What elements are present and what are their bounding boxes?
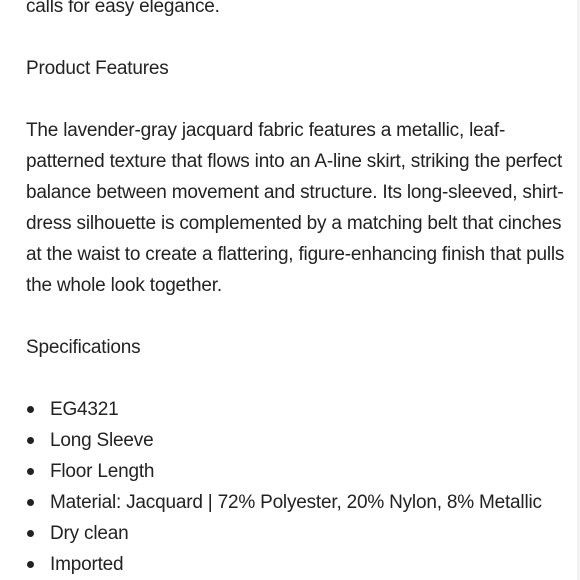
intro-tail-text: calls for easy elegance. <box>26 0 220 17</box>
features-line: balance between movement and structure. Its long-sleeved, shirt- <box>26 182 564 203</box>
features-heading: Product Features <box>26 58 169 79</box>
spec-item-length: Floor Length <box>26 456 556 487</box>
features-line: dress silhouette is complemented by a matching belt that cinches <box>26 213 562 234</box>
features-line: at the waist to create a flattering, figure-enhancing finish that pulls <box>26 244 565 265</box>
specifications-heading: Specifications <box>26 337 141 358</box>
spacer <box>26 84 556 115</box>
spec-item-material: Material: Jacquard | 72% Polyester, 20% Nylon, 8% Metallic <box>26 487 556 518</box>
specifications-list <box>26 394 556 580</box>
spacer <box>26 22 556 53</box>
features-line: patterned texture that flows into an A-line skirt, striking the perfect <box>26 151 563 172</box>
spacer <box>26 363 556 394</box>
features-line: The lavender-gray jacquard fabric features a metallic, leaf- <box>26 120 506 141</box>
spec-item-origin: Imported <box>26 549 556 580</box>
spec-item-sleeve: Long Sleeve <box>26 425 556 456</box>
spacer <box>26 301 556 332</box>
features-line: the whole look together. <box>26 275 222 296</box>
spec-item-care: Dry clean <box>26 518 556 549</box>
spec-item-style-number: EG4321 <box>26 394 556 425</box>
features-paragraph <box>26 115 565 301</box>
product-description <box>26 0 565 580</box>
